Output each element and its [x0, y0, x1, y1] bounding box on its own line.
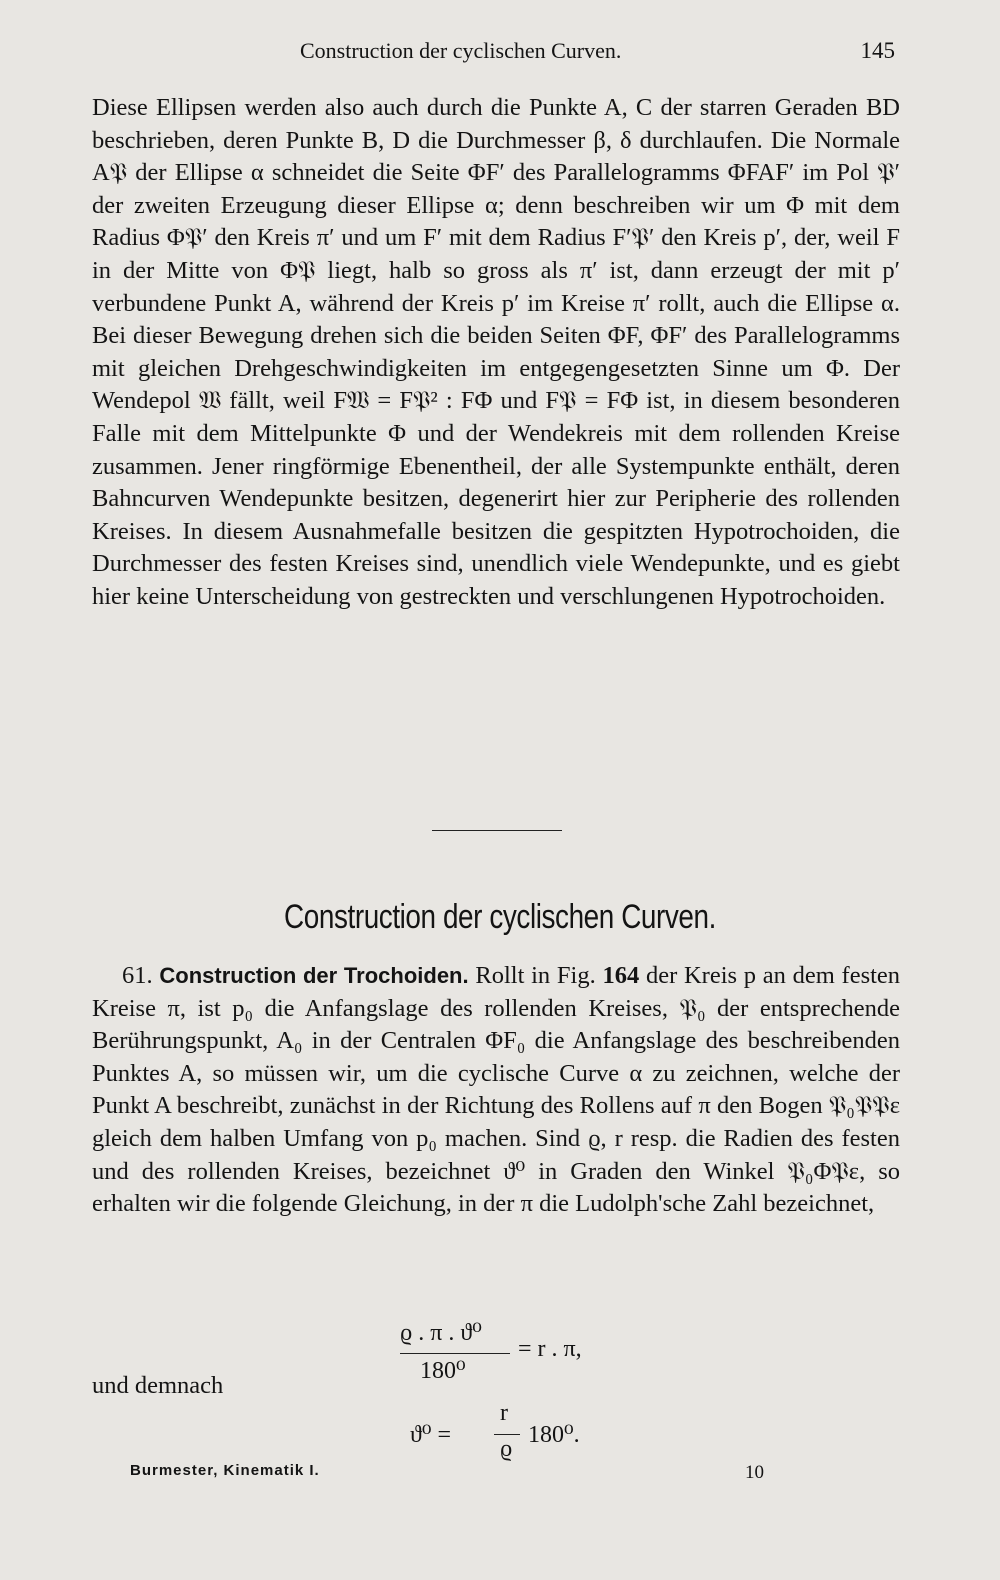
page-footer — [130, 1462, 830, 1492]
equation-2-numerator: r — [500, 1400, 508, 1426]
connector-text: und demnach — [92, 1372, 224, 1399]
paragraph-title: Construction der Trochoiden. — [159, 963, 469, 988]
paragraph-body: der Kreis p an dem festen Kreise π, ist p₀ die Anfangslage des rollenden Kreises, 𝔓₀ der entsprechende Berührungspunkt, A₀ in der Centralen ΦF₀ die Anfangslage des beschreibenden Punktes A, so müssen wir, um die cyclische Curve α zu zeichnen, welche der Punkt A beschreibt, zunächst in der Richtung des Rollens auf π den Bogen 𝔓₀𝔓𝔓ε gleich dem halben Umfang von p₀ machen. Sind ϱ, r resp. die Radien des festen und des rollenden Kreises, bezeichnet ϑ⁰ in Graden den Winkel 𝔓₀Φ𝔓ε, so erhalten wir die folgende Gleichung, in der π die Ludolph'sche Zahl bezeichnet, — [92, 962, 901, 1218]
paragraph-number: 61. — [122, 962, 153, 989]
equation-1 — [400, 1318, 650, 1388]
sheet-number: 10 — [745, 1462, 764, 1483]
equation-2 — [410, 1400, 660, 1470]
equation-2-lhs: ϑ⁰ = — [410, 1422, 452, 1448]
running-head — [95, 38, 905, 72]
paragraph-text: Diese Ellipsen werden also auch durch die Punkte A, C der starren Geraden BD beschrieben, deren Punkte B, D die Durchmesser β, δ durchlaufen. Die Normale A𝔓 der Ellipse α schneidet die Seite ΦF′ des Parallelogramms ΦFAF′ im Pol 𝔓′ der zweiten Erzeugung dieser Ellipse α; denn beschreiben wir um Φ mit dem Radius Φ𝔓′ den Kreis π′ und um F′ mit dem Radius F′𝔓′ den Kreis p′, der, weil F in der Mitte von Φ𝔓 liegt, halb so gross als π′ ist, dann erzeugt der mit p′ verbundene Punkt A, während der Kreis p′ im Kreise π′ rollt, auch die Ellipse α. Bei dieser Bewegung drehen sich die beiden Seiten ΦF, ΦF′ des Parallelogramms mit gleichen Drehgeschwindigkeiten im entgegengesetzten Sinne um Φ. Der Wendepol 𝔚 fällt, weil F𝔚 = F𝔓² : FΦ und F𝔓 = FΦ ist, in diesem besonderen Falle mit dem Mittelpunkte Φ und der Wendekreis mit dem rollenden Kreise zusammen. Jener ringförmige Ebenentheil, der alle Systempunkte enthält, deren Bahncurven Wendepunkte besitzen, degenerirt hier zur Peripherie des rollenden Kreises. In diesem Ausnahmefalle besitzen die gespitzten Hypotrochoiden, die Durchmesser des festen Kreises sind, unendlich viele Wendepunkte, und es giebt hier keine Unterscheidung von gestreckten und verschlungenen Hypotrochoiden. — [92, 94, 900, 610]
section-heading: Construction der cyclischen Curven. — [284, 898, 716, 936]
equation-2-denominator: ϱ — [500, 1436, 513, 1462]
body-paragraph — [92, 92, 900, 614]
running-head-title: Construction der cyclischen Curven. — [300, 38, 622, 63]
section-divider — [432, 830, 562, 831]
signature-mark: Burmester, Kinematik I. — [130, 1462, 320, 1479]
section-paragraph — [92, 960, 900, 1221]
equation-1-numerator: ϱ . π . ϑ⁰ — [400, 1320, 482, 1346]
equation-1-denominator: 180⁰ — [420, 1358, 466, 1384]
equation-1-rhs: = r . π, — [518, 1336, 582, 1362]
paragraph-lead: Rollt in Fig. — [475, 962, 596, 989]
fraction-bar — [400, 1353, 510, 1354]
equation-2-tail: 180⁰. — [528, 1422, 580, 1448]
fraction-bar — [494, 1434, 520, 1435]
page-number: 145 — [860, 38, 895, 63]
figure-reference: 164 — [602, 962, 640, 989]
